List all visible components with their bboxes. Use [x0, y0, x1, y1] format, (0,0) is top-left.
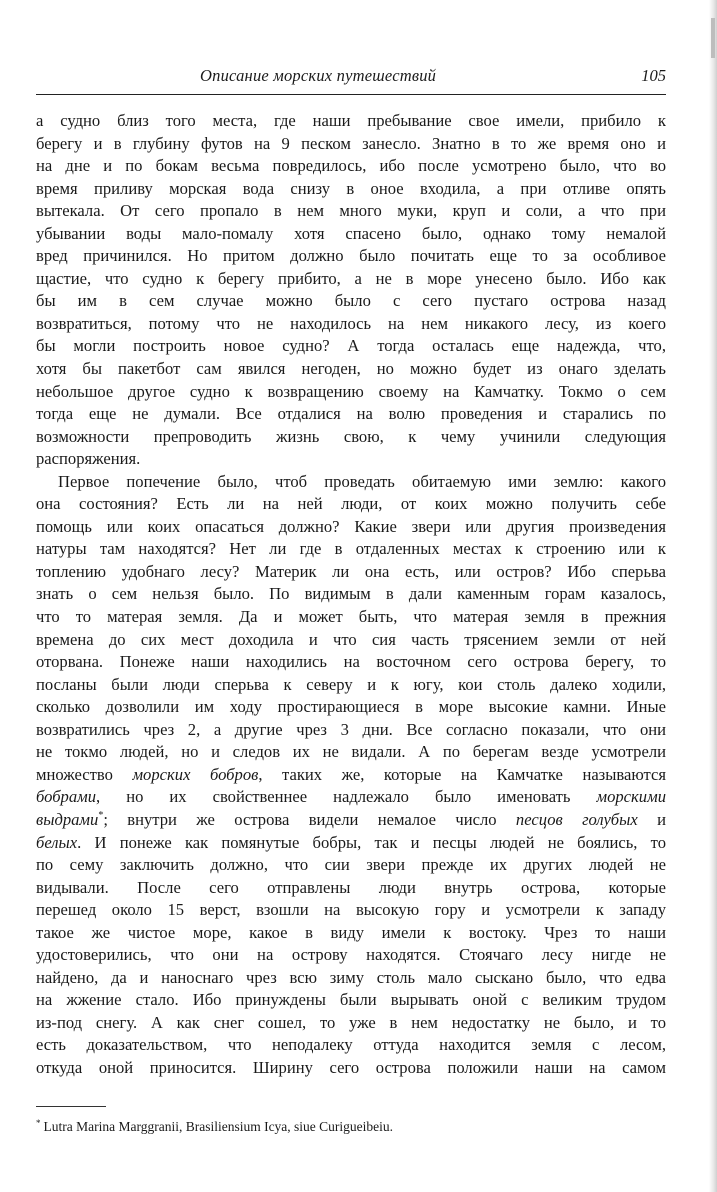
- text-line: выдрами*; внутри же острова видели немалое число песцов голубых и: [36, 809, 666, 829]
- text-line: удостоверились, что они на острову находятся. Стоячаго лесу нигде не: [36, 945, 666, 965]
- italic-term: выдрами: [36, 809, 99, 829]
- text-line: не токмо людей, но и следов их не видали. А по берегам везде усмотрели: [36, 742, 666, 762]
- text-line: есть доказательством, что неподалеку оттуда находится земля с лесом,: [36, 1035, 666, 1055]
- text-line: на дне и по бокам весьма повредилось, ибо после усмотрено было, что во: [36, 156, 666, 176]
- page-edge: [709, 0, 717, 1192]
- text-line: вред причинился. Но притом должно было почитать еще то за особливое: [36, 246, 666, 266]
- text-line: помощь или коих опасаться должно? Какие звери или другия произведения: [36, 516, 666, 536]
- text-line: оторвана. Понеже наши находились на восточном сего острова берегу, то: [36, 652, 666, 672]
- paragraph-2: [36, 471, 666, 1080]
- text-line: Первое попечение было, чтоб проведать обитаемую ими землю: какого: [58, 471, 666, 491]
- text-line: посланы были люди сперьва к северу и к югу, кои столь далеко ходили,: [36, 674, 666, 694]
- text-line: что то матерая земля. Да и может быть, что матерая земля в прежния: [36, 607, 666, 627]
- text-line: такое же чистое море, какое в виду имели к востоку. Чрез то наши: [36, 922, 666, 942]
- body-text: [36, 110, 666, 1080]
- text-line: натуры там находятся? Нет ли где в отдаленных местах к строению или к: [36, 539, 666, 559]
- text-line: откуда оной приносится. Ширину сего острова положили наши на самом: [36, 1057, 666, 1077]
- text-line: перешед около 15 верст, взошли на высокую гору и усмотрели к западу: [36, 900, 666, 920]
- text-line: топлению удобнаго лесу? Материк ли она есть, или остров? Ибо сперьва: [36, 561, 666, 581]
- text-line: распоряжения.: [36, 449, 141, 469]
- footnote-reference[interactable]: *: [98, 809, 104, 821]
- italic-term: морских бобров: [132, 764, 259, 784]
- text-line: бы им в сем случае можно было с сего пустаго острова назад: [36, 291, 666, 311]
- text-line: небольшое другое судно к возвращению своему на Камчатку. Токмо о сем: [36, 381, 666, 401]
- text-line: из-под снегу. А как снег сошел, то уже в нем недостатку не было, и то: [36, 1012, 666, 1032]
- footnote-text: Lutra Marina Marggranii, Brasiliensium Icya, siue Curigueibeiu.: [43, 1119, 394, 1134]
- italic-term: бобрами: [36, 787, 97, 807]
- text-line: время приливу морская вода снизу в оное входила, а при отливе опять: [36, 178, 666, 198]
- footnote-divider: [36, 1106, 106, 1107]
- text-line: множество морских бобров, таких же, которые на Камчатке называются: [36, 764, 666, 784]
- text-line: убывании воды мало-помалу хотя спасено было, однако тому немалой: [36, 223, 666, 243]
- text-line: тогда еще не думали. Все отдалися на волю проведения и старались по: [36, 404, 666, 424]
- italic-term: песцов голубых: [515, 809, 638, 829]
- text-line: сколько дозволили им ходу простирающиеся в море высокие камни. Иные: [36, 697, 666, 717]
- text-line: хотя бы пакетбот сам явился негоден, но можно будет из онаго зделать: [36, 359, 666, 379]
- text-line: возвратились чрез 2, а другие чрез 3 дни. Все согласно показали, что они: [36, 719, 666, 739]
- footnote-marker: *: [36, 1118, 41, 1128]
- text-line: возможности препроводить жизнь свою, к чему учинили следующия: [36, 426, 666, 446]
- text-line: найдено, да и наноснаго чрез всю зиму столь мало сыскано было, что едва: [36, 967, 666, 987]
- text-line: щастие, что судно к берегу прибито, а не в море унесено было. Ибо как: [36, 268, 666, 288]
- running-title: Описание морских путешествий: [200, 66, 437, 85]
- paragraph-1: [36, 110, 666, 471]
- text-line: видывали. После сего отправлены люди внутрь острова, которые: [36, 877, 666, 897]
- text-line: на жжение стало. Ибо принуждены были вырывать оной с великим трудом: [36, 990, 666, 1010]
- text-line: знать о сем нельзя было. По видимым в дали каменным горам казалось,: [36, 584, 666, 604]
- text-line: берегу и в глубину футов на 9 песком занесло. Знатно в то же время оно и: [36, 133, 666, 153]
- text-line: возвратиться, потому что не находилось на нем никакого лесу, из коего: [36, 313, 666, 333]
- text-line: бобрами, но их свойственнее надлежало было именовать морскими: [36, 787, 666, 807]
- text-line: а судно близ того места, где наши пребывание свое имели, прибило к: [36, 111, 666, 130]
- running-header: [36, 60, 666, 95]
- text-line: белых. И понеже как помянутые бобры, так и песцы людей не боялись, то: [36, 832, 666, 852]
- italic-term: морскими: [596, 787, 666, 807]
- page-number: 105: [641, 66, 666, 85]
- text-line: она состояния? Есть ли на ней люди, от коих можно получить себе: [36, 494, 666, 514]
- italic-term: белых: [36, 832, 78, 852]
- page-edge-mark: [711, 18, 715, 58]
- footnote: [36, 1118, 666, 1135]
- text-line: по сему заключить должно, что сии звери прежде их других людей не: [36, 855, 666, 875]
- text-line: времена до сих мест доходила и что сия часть трясением земли от ней: [36, 629, 666, 649]
- text-line: бы могли построить новое судно? А тогда осталась еще надежда, что,: [36, 336, 666, 356]
- text-line: вытекала. От сего пропало в нем много муки, круп и соли, а что при: [36, 201, 666, 221]
